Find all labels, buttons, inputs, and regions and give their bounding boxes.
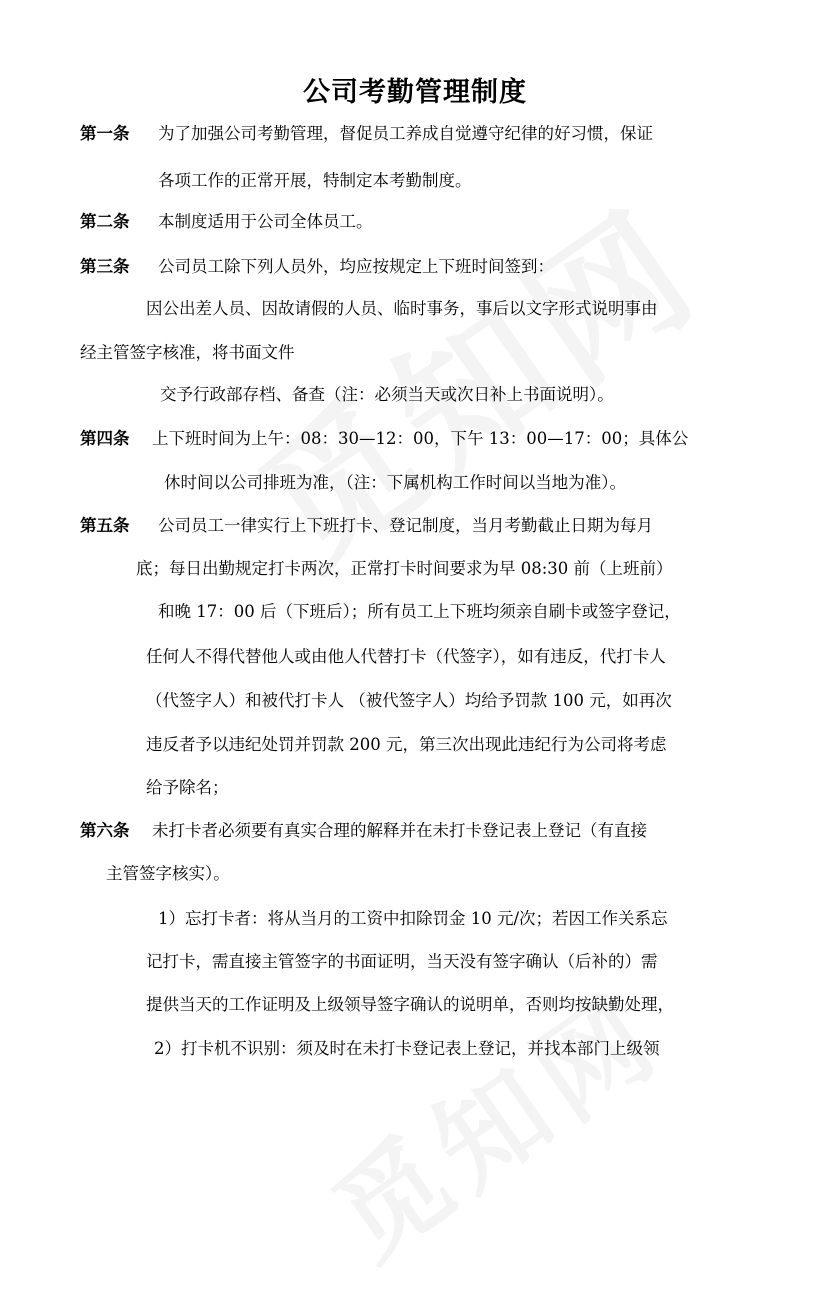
article-1-line-2: 各项工作的正常开展，特制定本考勤制度。 bbox=[158, 171, 472, 190]
article-5-line-3: 和晚 17：00 后（下班后）；所有员工上下班均须亲自刷卡或签字登记， bbox=[158, 602, 681, 621]
article-6-line-1: 未打卡者必须要有真实合理的解释并在未打卡登记表上登记（有直接 bbox=[152, 821, 647, 840]
article-6-line-2: 主管签字核实）。 bbox=[106, 864, 230, 883]
article-4-label: 第四条 bbox=[80, 429, 130, 448]
article-1-line-1: 为了加强公司考勤管理，督促员工养成自觉遵守纪律的好习惯，保证 bbox=[158, 124, 653, 143]
article-3-line-3: 经主管签字核准，将书面文件 bbox=[80, 343, 295, 362]
article-5-line-1: 公司员工一律实行上下班打卡、登记制度，当月考勤截止日期为每月 bbox=[158, 516, 653, 535]
article-5-line-7: 给予除名； bbox=[146, 778, 229, 797]
article-6-line-4: 记打卡，需直接主管签字的书面证明，当天没有签字确认（后补的）需 bbox=[146, 952, 658, 971]
article-1-label: 第一条 bbox=[80, 124, 130, 143]
article-3-label: 第三条 bbox=[80, 257, 130, 276]
article-5-label: 第五条 bbox=[80, 516, 130, 535]
article-6-line-6: 2）打卡机不识别：须及时在未打卡登记表上登记，并找本部门上级领 bbox=[154, 1039, 660, 1058]
article-5-line-5: （代签字人）和被代打卡人 （被代签字人）均给予罚款 100 元，如再次 bbox=[146, 691, 672, 710]
article-2-line-1: 本制度适用于公司全体员工。 bbox=[158, 212, 373, 231]
article-2-label: 第二条 bbox=[80, 212, 130, 231]
article-6-line-5: 提供当天的工作证明及上级领导签字确认的说明单，否则均按缺勤处理， bbox=[146, 995, 674, 1014]
article-3-line-4: 交予行政部存档、备查（注：必须当天或次日补上书面说明）。 bbox=[160, 385, 614, 404]
article-4-line-1: 上下班时间为上午：08：30—12：00，下午 13：00—17：00；具体公 bbox=[152, 429, 689, 448]
article-5-line-4: 任何人不得代替他人或由他人代替打卡（代签字），如有违反，代打卡人 bbox=[146, 647, 666, 666]
article-5-line-6: 违反者予以违纪处罚并罚款 200 元，第三次出现此违纪行为公司将考虑 bbox=[146, 735, 667, 754]
document-title: 公司考勤管理制度 bbox=[303, 77, 527, 108]
article-6-line-3: 1）忘打卡者：将从当月的工资中扣除罚金 10 元/次；若因工作关系忘 bbox=[158, 909, 668, 928]
article-4-line-2: 休时间以公司排班为准，（注：下属机构工作时间以当地为准）。 bbox=[164, 473, 626, 492]
article-3-line-2: 因公出差人员、因故请假的人员、临时事务，事后以文字形式说明事由 bbox=[146, 299, 658, 318]
article-3-line-1: 公司员工除下列人员外，均应按规定上下班时间签到： bbox=[158, 257, 554, 276]
article-5-line-2: 底；每日出勤规定打卡两次，正常打卡时间要求为早 08:30 前（上班前） bbox=[136, 559, 673, 578]
article-6-label: 第六条 bbox=[80, 821, 130, 840]
